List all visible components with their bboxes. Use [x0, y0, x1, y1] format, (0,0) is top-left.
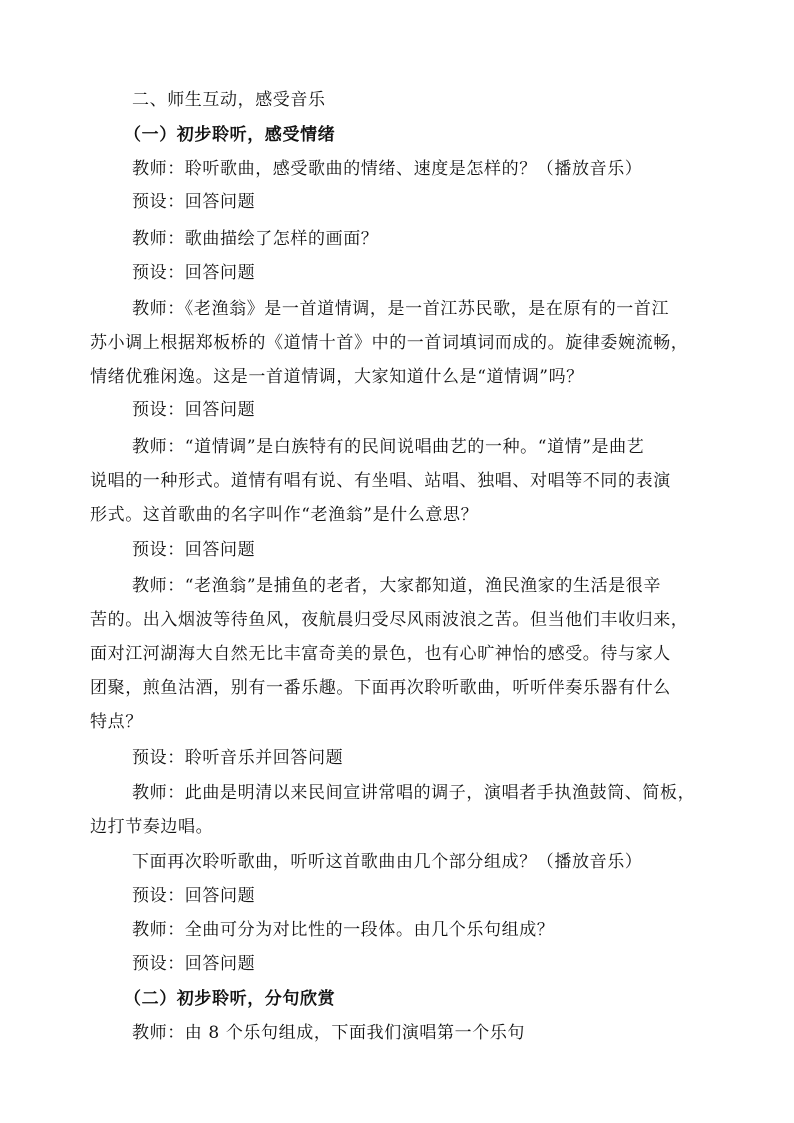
subsection-heading-2: （二）初步聆听，分句欣赏	[124, 989, 336, 1009]
teacher-line-3c: 情绪优雅闲逸。这是一首道情调，大家知道什么是“道情调”吗？	[90, 367, 584, 387]
preset-line-4: 预设：回答问题	[132, 540, 256, 560]
teacher-line-5a: 教师：“老渔翁”是捕鱼的老者，大家都知道，渔民渔家的生活是很辛	[132, 576, 661, 596]
section-heading: 二、师生互动，感受音乐	[132, 90, 326, 110]
preset-line-2: 预设：回答问题	[132, 263, 256, 283]
teacher-line-5d: 团聚，煎鱼沽酒，别有一番乐趣。下面再次聆听歌曲，听听伴奏乐器有什么	[90, 678, 671, 698]
teacher-line-3b: 苏小调上根据郑板桥的《道情十首》中的一首词填词而成的。旋律委婉流畅，	[90, 333, 689, 353]
teacher-line-6b: 边打节奏边唱。	[90, 817, 214, 837]
preset-line-5: 预设：聆听音乐并回答问题	[132, 748, 344, 768]
teacher-line-8: 教师：全曲可分为对比性的一段体。由几个乐句组成？	[132, 920, 555, 940]
teacher-line-4a: 教师：“道情调”是白族特有的民间说唱曲艺的一种。“道情”是曲艺	[132, 437, 645, 457]
teacher-line-4b: 说唱的一种形式。道情有唱有说、有坐唱、站唱、独唱、对唱等不同的表演	[90, 471, 671, 491]
body-line-7: 下面再次聆听歌曲，听听这首歌曲由几个部分组成？（播放音乐）	[132, 852, 643, 872]
teacher-line-9: 教师：由 8 个乐句组成，下面我们演唱第一个乐句	[132, 1023, 526, 1043]
teacher-line-3a: 教师：《老渔翁》是一首道情调，是一首江苏民歌，是在原有的一首江	[132, 299, 670, 319]
preset-line-7: 预设：回答问题	[132, 954, 256, 974]
teacher-line-6a: 教师：此曲是明清以来民间宣讲常唱的调子，演唱者手执渔鼓筒、简板，	[132, 783, 696, 803]
teacher-line-5b: 苦的。出入烟波等待鱼风，夜航晨归受尽风雨波浪之苦。但当他们丰收归来，	[90, 610, 689, 630]
teacher-line-5e: 特点？	[90, 712, 143, 732]
preset-line-6: 预设：回答问题	[132, 886, 256, 906]
preset-line-3: 预设：回答问题	[132, 400, 256, 420]
preset-line-1: 预设：回答问题	[132, 192, 256, 212]
teacher-line-5c: 面对江河湖海大自然无比丰富奇美的景色，也有心旷神怡的感受。待与家人	[90, 644, 671, 664]
teacher-line-4c: 形式。这首歌曲的名字叫作“老渔翁”是什么意思？	[90, 505, 479, 525]
subsection-heading-1: （一）初步聆听，感受情绪	[124, 125, 336, 145]
teacher-line-2: 教师：歌曲描绘了怎样的画面？	[132, 229, 379, 249]
teacher-line-1: 教师：聆听歌曲，感受歌曲的情绪、速度是怎样的？（播放音乐）	[132, 159, 643, 179]
